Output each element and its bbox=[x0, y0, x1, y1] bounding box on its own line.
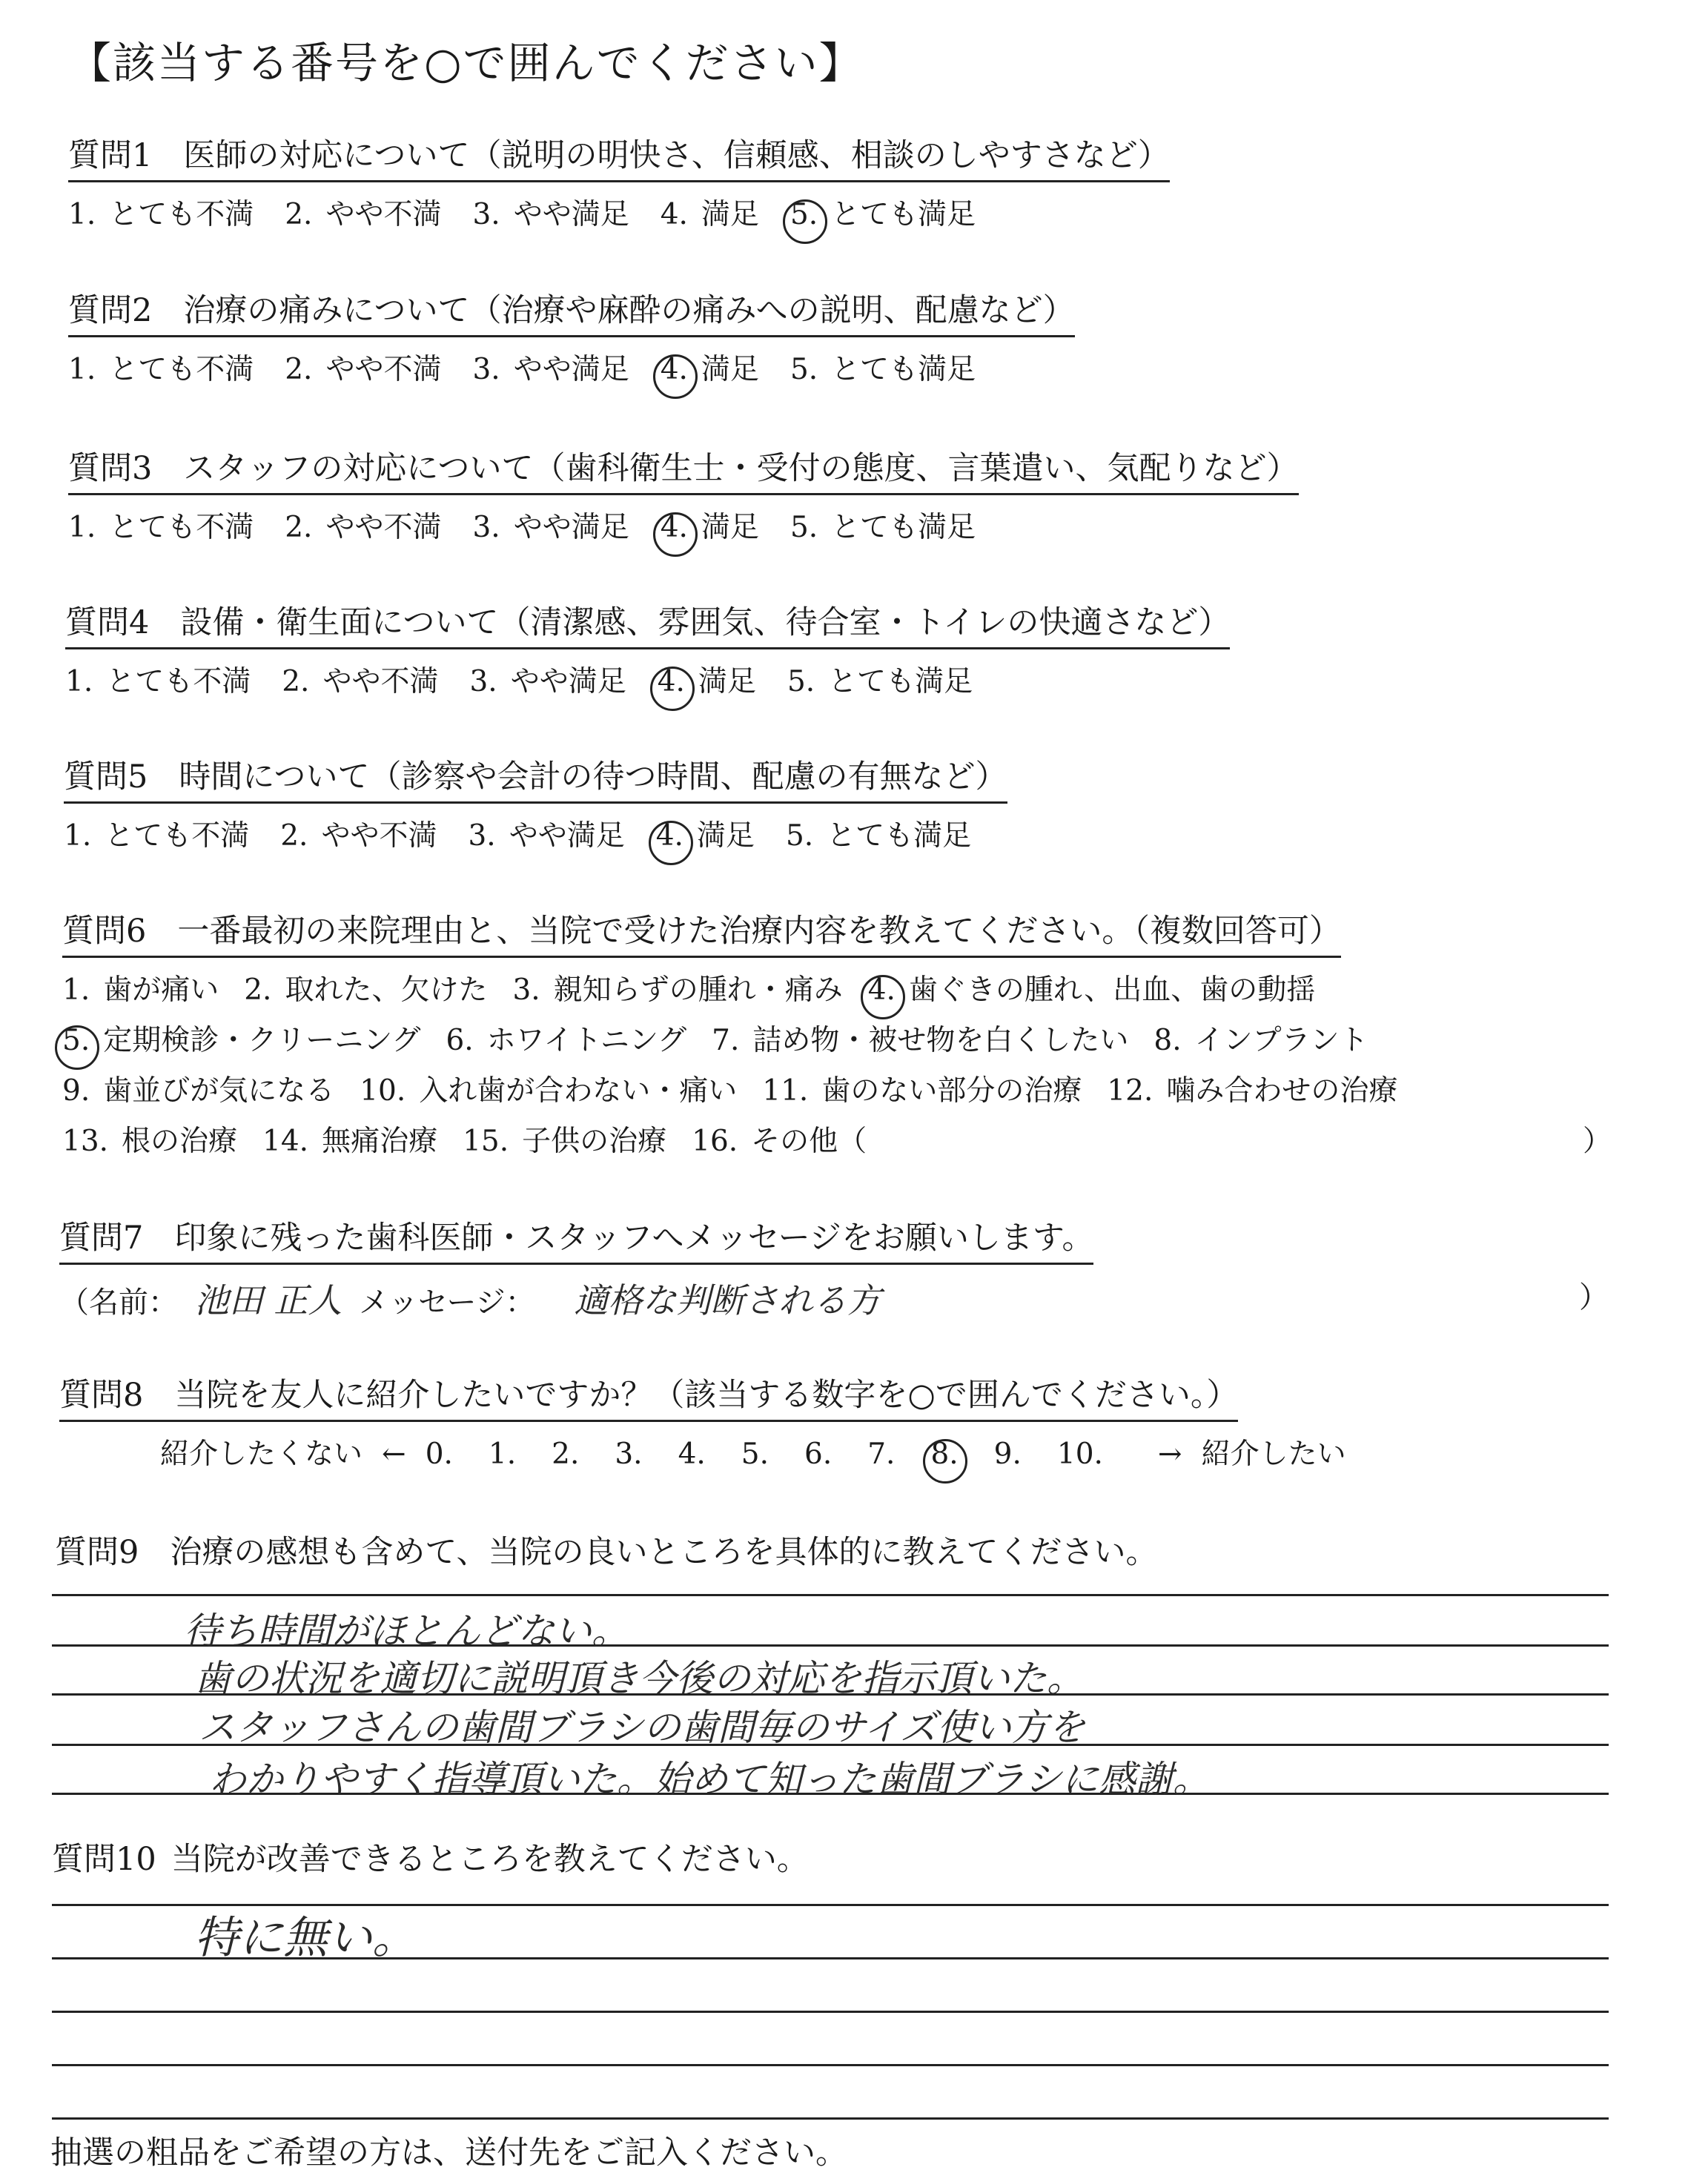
q6-option-10[interactable] bbox=[360, 1068, 737, 1109]
question-9-title bbox=[55, 1527, 1158, 1572]
name-handwritten[interactable]: 池田 正人 bbox=[194, 1280, 342, 1320]
option-label: 取れた、欠けた bbox=[285, 973, 488, 1007]
option-label: とても満足 bbox=[831, 511, 976, 544]
option-number: 12. bbox=[1107, 1074, 1153, 1108]
rating-option-3[interactable] bbox=[472, 191, 629, 233]
question-5 bbox=[64, 752, 1007, 854]
option-label: 満足 bbox=[701, 511, 759, 544]
option-number: 1. bbox=[65, 665, 93, 698]
q7-answer-row bbox=[59, 1274, 1646, 1323]
q6-row bbox=[62, 1017, 1649, 1059]
q6-option-12[interactable] bbox=[1107, 1068, 1397, 1109]
option-number: 2. bbox=[285, 511, 313, 544]
option-number: 4. bbox=[657, 665, 685, 698]
option-label: 親知らずの腫れ・痛み bbox=[553, 973, 843, 1007]
scale-option-4[interactable] bbox=[678, 1438, 706, 1471]
q6-option-2[interactable] bbox=[244, 967, 487, 1008]
question-number: 質問6 bbox=[62, 913, 147, 950]
question-text: 医師の対応について（説明の明快さ、信頼感、相談のしやすさなど） bbox=[183, 137, 1170, 174]
option-number: 2. bbox=[552, 1438, 580, 1471]
page-title: 【該当する番号を○で囲んでください】 bbox=[68, 38, 864, 88]
left-arrow: ← bbox=[382, 1438, 406, 1471]
option-label: やや満足 bbox=[513, 353, 629, 386]
option-label: とても満足 bbox=[828, 665, 973, 698]
option-label: ホワイトニング bbox=[486, 1024, 687, 1057]
option-label: とても満足 bbox=[831, 198, 976, 231]
message-label: メッセージ： bbox=[359, 1286, 535, 1320]
q9-answer-line-1[interactable]: 待ち時間がほとんどない。 bbox=[184, 1610, 629, 1653]
q6-option-1[interactable] bbox=[62, 967, 219, 1008]
question-8 bbox=[59, 1370, 1346, 1472]
scale-option-1[interactable] bbox=[489, 1438, 516, 1471]
scale-option-2[interactable] bbox=[552, 1438, 579, 1471]
option-label: 満足 bbox=[701, 198, 759, 231]
option-label: とても満足 bbox=[831, 353, 976, 386]
option-number: 5. bbox=[787, 665, 815, 698]
option-label: やや不満 bbox=[325, 353, 442, 386]
question-6 bbox=[62, 906, 1649, 1160]
option-number: 3. bbox=[472, 511, 500, 544]
question-8-title bbox=[59, 1370, 1238, 1422]
rating-option-3[interactable] bbox=[472, 504, 629, 546]
question-number: 質問5 bbox=[64, 758, 148, 796]
rating-option-4[interactable] bbox=[658, 658, 756, 700]
right-arrow: → bbox=[1157, 1438, 1182, 1471]
question-text: スタッフの対応について（歯科衛生士・受付の態度、言葉遣い、気配りなど） bbox=[183, 450, 1299, 487]
option-number: 1. bbox=[64, 819, 92, 853]
option-number: 5. bbox=[790, 198, 818, 231]
footer-note: 抽選の粗品をご希望の方は、送付先をご記入ください。 bbox=[50, 2134, 847, 2172]
option-label: やや不満 bbox=[325, 511, 442, 544]
q6-option-15[interactable] bbox=[463, 1118, 666, 1160]
q9-answer-line-4[interactable]: わかりやすく指導頂いた。始めて知った歯間ブラシに感謝。 bbox=[209, 1758, 1210, 1801]
q6-option-4[interactable] bbox=[868, 967, 1316, 1008]
rating-option-2[interactable] bbox=[285, 346, 441, 388]
question-9 bbox=[55, 1527, 1158, 1572]
q6-option-14[interactable] bbox=[262, 1118, 437, 1160]
option-number: 4. bbox=[867, 973, 896, 1007]
scale-option-7[interactable] bbox=[867, 1438, 895, 1471]
scale-option-3[interactable] bbox=[615, 1438, 642, 1471]
rating-options bbox=[64, 813, 1007, 854]
option-label: とても満足 bbox=[827, 819, 972, 853]
rating-option-4[interactable] bbox=[661, 346, 759, 388]
q6-option-7[interactable] bbox=[712, 1017, 1128, 1059]
question-5-title bbox=[64, 752, 1007, 804]
q6-option-6[interactable] bbox=[446, 1017, 686, 1059]
option-label: 満足 bbox=[701, 353, 759, 386]
option-number: 9. bbox=[62, 1074, 90, 1108]
rating-option-4[interactable] bbox=[661, 504, 759, 546]
rating-option-5[interactable] bbox=[786, 813, 971, 854]
option-label: 根の治療 bbox=[122, 1125, 238, 1158]
q6-option-5[interactable] bbox=[62, 1017, 420, 1059]
q6-option-3[interactable] bbox=[512, 967, 842, 1008]
question-text: 印象に残った歯科医師・スタッフへメッセージをお願いします。 bbox=[174, 1220, 1094, 1257]
option-number: 15. bbox=[463, 1125, 509, 1158]
rating-option-1[interactable] bbox=[68, 346, 254, 388]
rating-options bbox=[68, 346, 1075, 388]
ruled-line bbox=[52, 2117, 1609, 2120]
rating-option-2[interactable] bbox=[285, 504, 441, 546]
option-label: 歯ぐきの腫れ、出血、歯の動揺 bbox=[908, 973, 1316, 1007]
q6-option-8[interactable] bbox=[1153, 1017, 1368, 1059]
option-number: 14. bbox=[262, 1125, 309, 1158]
option-number: 1. bbox=[62, 973, 90, 1007]
option-number: 3. bbox=[472, 353, 500, 386]
option-label: やや不満 bbox=[322, 665, 439, 698]
rating-option-4[interactable] bbox=[656, 813, 755, 854]
rating-option-3[interactable] bbox=[468, 813, 624, 854]
rating-options bbox=[65, 658, 1230, 700]
option-number: 2. bbox=[285, 353, 313, 386]
option-label: 無痛治療 bbox=[322, 1125, 438, 1158]
question-text: 当院を友人に紹介したいですか？（該当する数字を○で囲んでください。） bbox=[174, 1377, 1239, 1414]
option-label: インプラント bbox=[1194, 1024, 1368, 1057]
option-number: 5. bbox=[62, 1024, 90, 1057]
option-number: 7. bbox=[867, 1438, 896, 1471]
rating-option-5[interactable] bbox=[790, 504, 976, 546]
question-2 bbox=[68, 285, 1075, 388]
q8-scale-row bbox=[160, 1431, 1346, 1472]
option-number: 8. bbox=[930, 1438, 959, 1471]
rating-option-1[interactable] bbox=[68, 191, 254, 233]
option-label: 詰め物・被せ物を白くしたい bbox=[752, 1024, 1129, 1057]
option-label: とても不満 bbox=[105, 819, 250, 853]
option-number: 1. bbox=[68, 353, 96, 386]
option-label: とても不満 bbox=[109, 198, 254, 231]
scale-option-8[interactable] bbox=[930, 1438, 958, 1471]
question-4 bbox=[65, 598, 1230, 700]
option-number: 1. bbox=[68, 511, 96, 544]
option-label: 噛み合わせの治療 bbox=[1166, 1074, 1398, 1108]
rating-option-5[interactable] bbox=[790, 191, 976, 233]
scale-option-0[interactable] bbox=[426, 1438, 453, 1471]
question-number: 質問4 bbox=[65, 604, 150, 641]
ruled-line bbox=[52, 2011, 1609, 2013]
message-handwritten[interactable]: 適格な判断される方 bbox=[574, 1280, 881, 1320]
rating-option-1[interactable] bbox=[65, 658, 251, 700]
ruled-line bbox=[52, 1594, 1609, 1596]
option-label: やや不満 bbox=[325, 198, 442, 231]
question-number: 質問7 bbox=[59, 1220, 144, 1257]
option-number: 5. bbox=[790, 353, 818, 386]
option-label: 歯のない部分の治療 bbox=[821, 1074, 1082, 1108]
question-number: 質問1 bbox=[68, 137, 153, 174]
option-number: 2. bbox=[280, 819, 308, 853]
option-number: 6. bbox=[804, 1438, 833, 1471]
option-number: 4. bbox=[660, 353, 688, 386]
question-text: 一番最初の来院理由と、当院で受けた治療内容を教えてください。（複数回答可） bbox=[177, 913, 1341, 950]
question-7 bbox=[59, 1213, 1646, 1323]
rating-option-5[interactable] bbox=[790, 346, 976, 388]
option-number: 11. bbox=[762, 1074, 809, 1108]
option-label: やや満足 bbox=[513, 198, 629, 231]
option-number: 13. bbox=[62, 1125, 109, 1158]
question-1-title bbox=[68, 130, 1170, 182]
option-number: 7. bbox=[712, 1024, 740, 1057]
question-4-title bbox=[65, 598, 1230, 649]
question-3-title bbox=[68, 443, 1299, 495]
option-number: 10. bbox=[1056, 1438, 1103, 1471]
option-number: 8. bbox=[1153, 1024, 1182, 1057]
option-label: やや不満 bbox=[321, 819, 437, 853]
option-number: 3. bbox=[512, 973, 540, 1007]
option-number: 5. bbox=[790, 511, 818, 544]
option-number: 16. bbox=[692, 1125, 738, 1158]
close-paren: ） bbox=[1579, 1280, 1609, 1314]
option-number: 3. bbox=[468, 819, 496, 853]
q9-answer-line-3[interactable]: スタッフさんの歯間ブラシの歯間毎のサイズ使い方を bbox=[199, 1706, 1085, 1749]
option-number: 1. bbox=[68, 198, 96, 231]
option-number: 3. bbox=[615, 1438, 643, 1471]
rating-option-2[interactable] bbox=[282, 658, 438, 700]
option-number: 4. bbox=[660, 198, 688, 231]
rating-option-2[interactable] bbox=[285, 191, 441, 233]
scale-right-label: 紹介したい bbox=[1201, 1438, 1346, 1471]
option-number: 6. bbox=[446, 1024, 474, 1057]
option-number: 0. bbox=[425, 1438, 453, 1471]
option-label: やや満足 bbox=[510, 665, 626, 698]
scale-option-9[interactable] bbox=[994, 1438, 1022, 1471]
question-number: 質問10 bbox=[52, 1841, 156, 1878]
rating-options bbox=[68, 504, 1299, 546]
rating-option-2[interactable] bbox=[280, 813, 437, 854]
scale-option-10[interactable] bbox=[1057, 1438, 1103, 1471]
ruled-line bbox=[52, 2064, 1609, 2066]
option-number: 2. bbox=[285, 198, 313, 231]
q6-options bbox=[62, 967, 1649, 1160]
option-label: とても不満 bbox=[106, 665, 251, 698]
option-number: 3. bbox=[472, 198, 500, 231]
question-1 bbox=[68, 130, 1170, 233]
q10-answer[interactable]: 特に無い。 bbox=[194, 1912, 417, 1964]
option-number: 5. bbox=[785, 819, 814, 853]
q8-scale bbox=[426, 1438, 1139, 1471]
question-text: 時間について（診察や会計の待つ時間、配慮の有無など） bbox=[179, 758, 1007, 796]
question-2-title bbox=[68, 285, 1075, 337]
question-text: 当院が改善できるところを教えてください。 bbox=[171, 1841, 809, 1878]
scale-option-6[interactable] bbox=[804, 1438, 832, 1471]
option-number: 3. bbox=[469, 665, 497, 698]
option-label: 満足 bbox=[696, 819, 755, 853]
option-number: 4. bbox=[678, 1438, 706, 1471]
rating-option-1[interactable] bbox=[68, 504, 254, 546]
option-label: とても不満 bbox=[109, 353, 254, 386]
option-label: 定期検診・クリーニング bbox=[103, 1024, 421, 1057]
option-label: 歯が痛い bbox=[103, 973, 219, 1007]
rating-option-3[interactable] bbox=[469, 658, 626, 700]
question-number: 質問9 bbox=[55, 1534, 139, 1571]
q6-row bbox=[62, 1118, 1649, 1160]
rating-option-4[interactable] bbox=[661, 191, 759, 233]
q6-row bbox=[62, 1068, 1649, 1109]
question-number: 質問8 bbox=[59, 1377, 144, 1414]
option-label: とても不満 bbox=[109, 511, 254, 544]
option-number: 5. bbox=[741, 1438, 769, 1471]
question-10-title bbox=[52, 1834, 809, 1879]
option-label: 入れ歯が合わない・痛い bbox=[419, 1074, 738, 1108]
q6-option-16[interactable] bbox=[692, 1118, 867, 1160]
name-label: （名前： bbox=[59, 1286, 178, 1320]
rating-options bbox=[68, 191, 1170, 233]
scale-left-label: 紹介したくない bbox=[160, 1438, 363, 1471]
option-number: 9. bbox=[993, 1438, 1022, 1471]
question-6-title bbox=[62, 906, 1341, 958]
q9-answer-line-2[interactable]: 歯の状況を適切に説明頂き今後の対応を指示頂いた。 bbox=[194, 1657, 1084, 1700]
q6-option-11[interactable] bbox=[762, 1068, 1082, 1109]
question-text: 治療の痛みについて（治療や麻酔の痛みへの説明、配慮など） bbox=[183, 292, 1075, 329]
option-label: 歯並びが気になる bbox=[103, 1074, 335, 1108]
q6-option-13[interactable] bbox=[62, 1118, 237, 1160]
close-paren: ） bbox=[1582, 1125, 1612, 1158]
option-number: 10. bbox=[360, 1074, 406, 1108]
q6-row bbox=[62, 967, 1649, 1008]
scale-option-5[interactable] bbox=[741, 1438, 769, 1471]
question-10 bbox=[52, 1834, 809, 1879]
q6-option-9[interactable] bbox=[62, 1068, 334, 1109]
option-number: 2. bbox=[244, 973, 272, 1007]
option-label: 子供の治療 bbox=[522, 1125, 667, 1158]
question-number: 質問2 bbox=[68, 292, 153, 329]
option-number: 4. bbox=[655, 819, 683, 853]
option-label: やや満足 bbox=[513, 511, 629, 544]
question-text: 治療の感想も含めて、当院の良いところを具体的に教えてください。 bbox=[170, 1534, 1158, 1571]
question-number: 質問3 bbox=[68, 450, 153, 487]
option-label: 満足 bbox=[698, 665, 756, 698]
question-3 bbox=[68, 443, 1299, 546]
option-label: やや満足 bbox=[509, 819, 625, 853]
rating-option-3[interactable] bbox=[472, 346, 629, 388]
question-text: 設備・衛生面について（清潔感、雰囲気、待合室・トイレの快適さなど） bbox=[180, 604, 1231, 641]
option-number: 2. bbox=[282, 665, 310, 698]
option-number: 1. bbox=[488, 1438, 517, 1471]
question-7-title bbox=[59, 1213, 1093, 1265]
option-number: 4. bbox=[660, 511, 688, 544]
rating-option-5[interactable] bbox=[787, 658, 973, 700]
rating-option-1[interactable] bbox=[64, 813, 249, 854]
option-label: その他（ bbox=[751, 1125, 867, 1158]
